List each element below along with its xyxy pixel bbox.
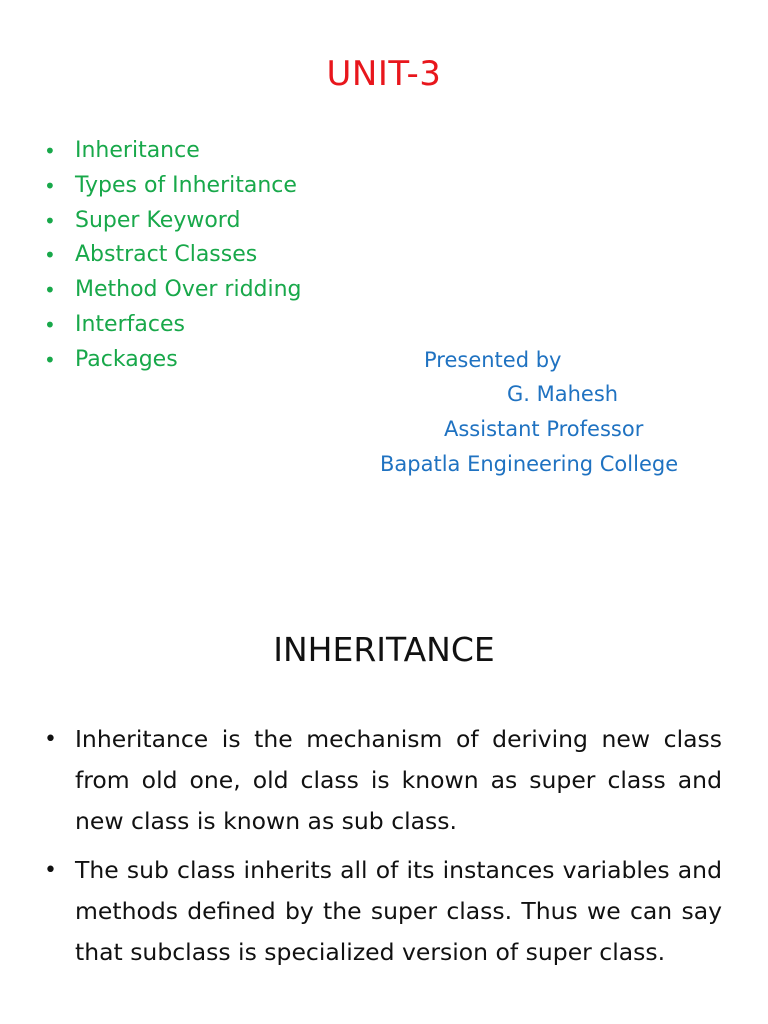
topic-label: Types of Inheritance: [75, 172, 297, 198]
point-text: The sub class inherits all of its instances variables and methods defined by the super class. Thus we can say that subclass is specialized version of super class.: [75, 856, 722, 966]
bullet-icon: •: [44, 208, 56, 233]
slide-inheritance: [0, 512, 768, 1024]
topic-label: Interfaces: [75, 311, 185, 337]
list-item: [44, 719, 722, 842]
list-item: [44, 134, 302, 169]
list-item: [44, 273, 302, 308]
topic-label: Inheritance: [75, 138, 200, 163]
presenter-name: G. Mahesh: [507, 382, 619, 406]
list-item: [44, 850, 722, 973]
point-list: [44, 719, 722, 981]
bullet-icon: •: [44, 173, 56, 198]
list-item: [44, 238, 302, 273]
bullet-icon: •: [44, 727, 57, 752]
topic-label: Super Keyword: [75, 207, 241, 233]
list-item: [44, 204, 302, 239]
topic-label: Packages: [75, 346, 178, 372]
presenter-college: Bapatla Engineering College: [380, 452, 679, 476]
topic-label: Abstract Classes: [75, 242, 258, 268]
topic-label: Method Over ridding: [75, 277, 302, 303]
presented-by-label: Presented by: [424, 348, 562, 372]
bullet-icon: •: [44, 278, 56, 303]
list-item: [44, 308, 302, 343]
list-item: [44, 343, 302, 378]
bullet-icon: •: [44, 243, 56, 268]
bullet-icon: •: [44, 347, 56, 372]
presenter-designation: Assistant Professor: [444, 417, 644, 441]
list-item: [44, 169, 302, 204]
slide-title: UNIT-3: [326, 54, 442, 94]
bullet-icon: •: [44, 312, 56, 337]
topic-list: [44, 134, 302, 378]
bullet-icon: •: [44, 858, 57, 883]
slide-title: INHERITANCE: [273, 630, 495, 669]
point-text: Inheritance is the mechanism of deriving new class from old one, old class is known as super class and new class is known as sub class.: [75, 725, 722, 835]
bullet-icon: •: [44, 139, 56, 163]
